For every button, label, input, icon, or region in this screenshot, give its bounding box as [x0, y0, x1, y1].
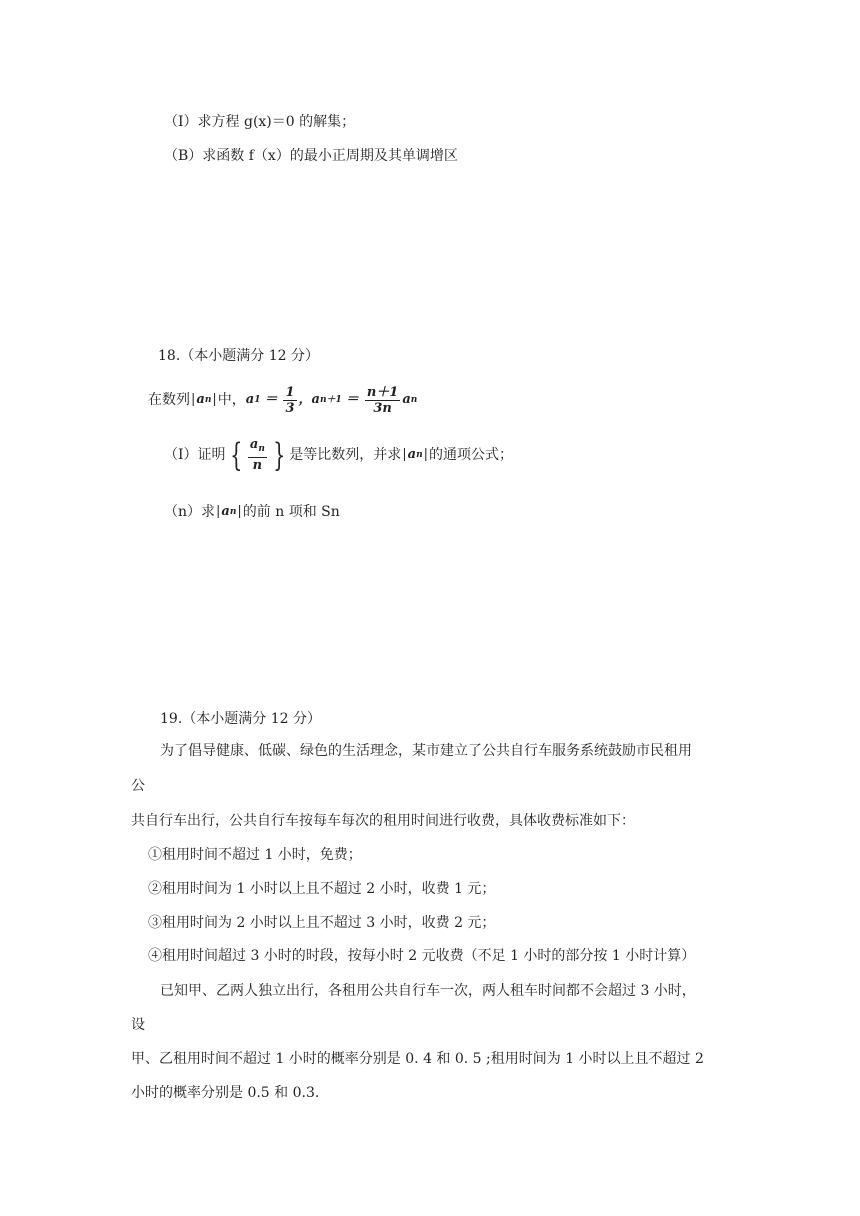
q18-part1: [164, 436, 513, 474]
q18-part1-suffix: 的通项公式；: [429, 447, 513, 463]
eq-sign-2: ＝: [345, 392, 359, 407]
fraction-one-third: [283, 385, 296, 416]
q18-part1-mid: 是等比数列，并求: [289, 447, 402, 463]
sequence-an: [190, 390, 218, 410]
q19-rule-1: ①租用时间不超过 1 小时，免费；: [148, 847, 362, 863]
q17-part2: （B）求函数 f（x）的最小正周期及其单调增区: [164, 148, 458, 164]
q19-paragraph-3: 已知甲、乙两人独立出行，各租用公共自行车一次，两人租车时间都不会超过 3 小时，: [160, 983, 696, 999]
var-a-3: a: [221, 504, 230, 519]
frac-den: 3: [285, 400, 295, 416]
sequence-an-3: [215, 502, 243, 522]
q17-part1: （I）求方程 g(x)＝0 的解集；: [164, 114, 356, 130]
q18-part2-prefix: （n）求: [164, 504, 216, 520]
bar-right: |: [212, 392, 217, 407]
q18-intro-mid: 中，: [217, 392, 246, 408]
bar-left-2: |: [402, 447, 407, 462]
q19-paragraph-4: 甲、乙租用时间不超过 1 小时的概率分别是 0. 4 和 0. 5 ;租用时间为 1 小时以上且不超过 2: [131, 1051, 704, 1067]
recurrence-formula: [246, 385, 418, 416]
var-an: a: [402, 392, 411, 407]
q18-intro-prefix: 在数列: [148, 392, 190, 408]
sub-n-2: n: [410, 395, 418, 405]
q19-paragraph-1: 为了倡导健康、低碳、绿色的生活理念，某市建立了公共自行车服务系统鼓励市民租用: [160, 743, 692, 759]
frac-a: a: [249, 437, 259, 452]
eq-sign: ＝: [264, 392, 278, 407]
comma: ，: [298, 392, 312, 407]
sub-1: 1: [254, 395, 261, 405]
sub-n-4: n: [229, 507, 237, 517]
q18-part2: [164, 500, 340, 524]
frac-den-n: n: [252, 458, 263, 473]
sequence-an-over-n: [226, 437, 290, 473]
var-a: a: [196, 392, 205, 407]
q19-rule-4: ④租用时间超过 3 小时的时段，按每小时 2 元收费（不足 1 小时的部分按 1 小时计算）: [148, 948, 696, 964]
bar-left-3: |: [216, 504, 221, 519]
sub-n: n: [204, 395, 212, 405]
sub-n1: n＋1: [319, 395, 342, 405]
q19-paragraph-2: 共自行车出行，公共自行车按每车每次的租用时间进行收费，具体收费标准如下：: [131, 813, 635, 829]
q18-part2-suffix: 的前 n 项和 Sn: [242, 504, 340, 520]
q19-header: 19.（本小题满分 12 分）: [160, 711, 321, 727]
q18-intro: [148, 382, 417, 418]
q19-paragraph-3-wrap: 设: [131, 1017, 145, 1033]
frac-sub-n: n: [258, 444, 265, 454]
q18-part1-prefix: （I）证明: [164, 447, 226, 463]
q19-rule-2: ②租用时间为 1 小时以上且不超过 2 小时，收费 1 元；: [148, 881, 496, 897]
bar-right-2: |: [423, 447, 428, 462]
q19-rule-3: ③租用时间为 2 小时以上且不超过 3 小时，收费 2 元；: [148, 915, 496, 931]
sequence-an-2: [401, 445, 429, 465]
frac-den-2: 3n: [373, 400, 392, 416]
var-a1: a: [245, 392, 255, 407]
var-an1: a: [311, 392, 320, 407]
sub-n-3: n: [416, 450, 423, 460]
lbrace: {: [229, 436, 242, 474]
var-a-2: a: [407, 447, 417, 462]
rbrace: }: [272, 436, 286, 474]
bar-right-3: |: [237, 504, 242, 519]
q19-paragraph-5: 小时的概率分别是 0.5 和 0.3.: [131, 1085, 320, 1101]
fraction-an-n: [248, 437, 267, 473]
frac-num: 1: [285, 384, 295, 400]
bar-left: |: [191, 392, 196, 407]
q19-paragraph-1-wrap: 公: [131, 778, 145, 794]
frac-num-2: n＋1: [366, 384, 399, 400]
q18-header: 18.（本小题满分 12 分）: [158, 348, 319, 364]
fraction-n1-3n: [365, 385, 401, 416]
